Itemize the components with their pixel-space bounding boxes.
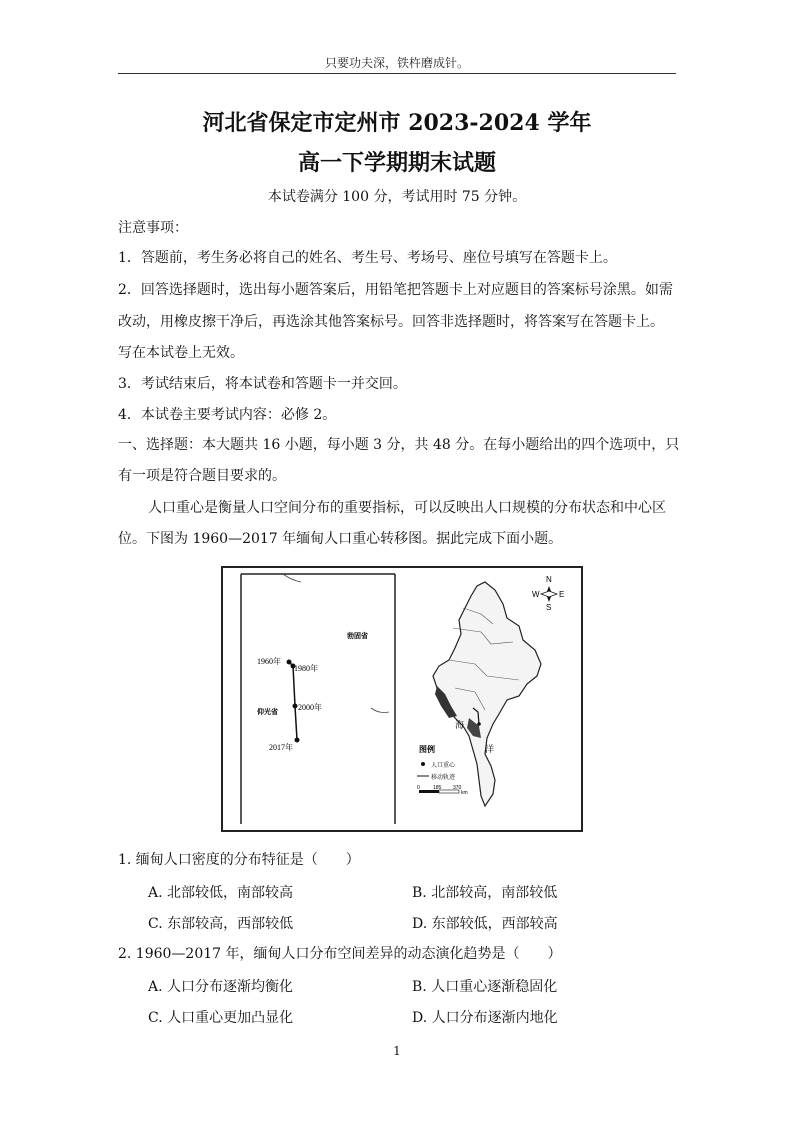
page-number: 1 xyxy=(393,1044,401,1058)
compass-w: W xyxy=(532,590,540,599)
scale-370: 370 xyxy=(453,785,462,791)
map-figure xyxy=(223,568,581,830)
passage-line-2: 位。下图为 1960—2017 年缅甸人口重心转移图。据此完成下面小题。 xyxy=(118,531,563,547)
label-yangon-region: 仰光省 xyxy=(257,708,278,716)
exam-info: 本试卷满分 100 分，考试用时 75 分钟。 xyxy=(267,189,527,205)
q2-option-c: C. 人口重心更加凸显化 xyxy=(148,1010,294,1026)
scale-unit: km xyxy=(461,790,468,796)
legend-point-symbol xyxy=(421,762,425,766)
compass-ew-arrow xyxy=(541,591,557,597)
notice-item-2-cont: 改动，用橡皮擦干净后，再选涂其他答案标号。回答非选择题时，将答案写在答题卡上。 xyxy=(118,314,664,330)
scale-0: 0 xyxy=(417,785,420,791)
label-1980: 1980年 xyxy=(294,664,318,673)
compass-rose xyxy=(532,575,564,612)
label-2017: 2017年 xyxy=(269,743,293,752)
passage-line-1: 人口重心是衡量人口空间分布的重要指标，可以反映出人口规模的分布状态和中心区 xyxy=(148,500,666,516)
label-1960: 1960年 xyxy=(257,657,281,666)
notice-item-4: 4．本试卷主要考试内容：必修 2。 xyxy=(118,407,337,423)
exam-subtitle-title: 高一下学期期末试题 xyxy=(297,150,496,176)
compass-n: N xyxy=(546,575,552,584)
section-heading: 一、选择题：本大题共 16 小题，每小题 3 分，共 48 分。在每小题给出的四个选项中，只 xyxy=(118,437,680,453)
q1-option-d: D. 东部较低，西部较高 xyxy=(412,916,558,932)
notice-item-2-end: 写在本试卷上无效。 xyxy=(118,345,244,361)
exam-title: 河北省保定市定州市 2023-2024 学年 xyxy=(202,110,592,136)
header-motto: 只要功夫深，铁杵磨成针。 xyxy=(324,56,469,70)
q2-option-b: B. 人口重心逐渐稳固化 xyxy=(412,979,558,995)
myanmar-outline xyxy=(433,582,541,806)
section-heading-cont: 有一项是符合题目要求的。 xyxy=(118,468,286,484)
q2-option-d: D. 人口分布逐渐内地化 xyxy=(412,1010,558,1026)
inset-centroid-point xyxy=(477,722,481,726)
legend-line-label: 移动轨迹 xyxy=(431,775,456,781)
compass-s: S xyxy=(546,603,552,612)
q1-option-b: B. 北部较高，南部较低 xyxy=(412,885,558,901)
centroid-1960 xyxy=(287,660,292,665)
notice-heading: 注意事项： xyxy=(118,220,188,236)
notice-item-3: 3．考试结束后，将本试卷和答题卡一并交回。 xyxy=(118,376,407,392)
trajectory-segment-3 xyxy=(295,706,297,740)
centroid-2017 xyxy=(295,738,300,743)
compass-e: E xyxy=(559,590,565,599)
q2-option-a: A. 人口分布逐渐均衡化 xyxy=(148,979,294,995)
header-divider xyxy=(118,73,676,74)
q1-option-c: C. 东部较高，西部较低 xyxy=(148,916,294,932)
inset-boundary-line-2 xyxy=(371,708,389,713)
question-2-stem: 2. 1960—2017 年，缅甸人口分布空间差异的动态演化趋势是（ ） xyxy=(118,946,562,962)
notice-item-2: 2．回答选择题时，选出每小题答案后，用铅笔把答题卡上对应题目的答案标号涂黑。如需 xyxy=(118,282,673,298)
centroid-2000 xyxy=(293,704,298,709)
inset-boundary-line xyxy=(283,574,301,582)
label-bago-region: 勃固省 xyxy=(347,632,368,640)
scale-185: 185 xyxy=(433,785,442,791)
question-1-stem: 1. 缅甸人口密度的分布特征是（ ） xyxy=(118,852,360,868)
legend-point-label: 人口重心 xyxy=(431,763,456,769)
population-centroid-map xyxy=(221,566,583,832)
sea-label-2: 洋 xyxy=(485,744,495,754)
label-2000: 2000年 xyxy=(298,703,322,712)
q1-option-a: A. 北部较低，南部较高 xyxy=(148,885,294,901)
legend-title: 图例 xyxy=(419,745,435,754)
sea-label-1: 海 xyxy=(455,720,465,730)
notice-item-1: 1．答题前，考生务必将自己的姓名、考生号、考场号、座位号填写在答题卡上。 xyxy=(118,250,617,266)
